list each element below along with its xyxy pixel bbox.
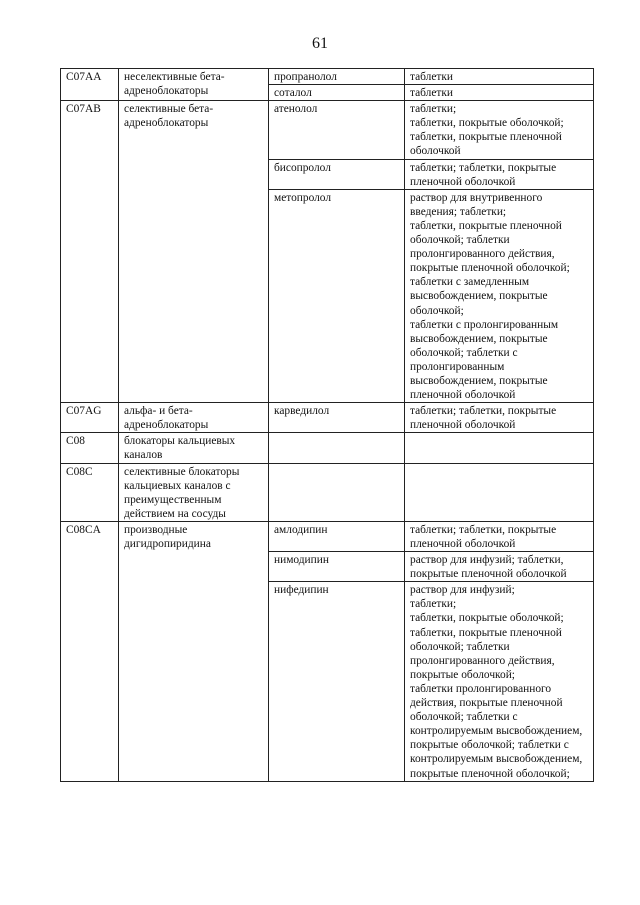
dosage-form: таблетки; — [410, 103, 457, 116]
table-row — [61, 521, 594, 551]
table-row — [61, 69, 594, 85]
dosage-forms — [405, 159, 594, 189]
drug-name — [269, 433, 405, 463]
dosage-form: раствор для инфузий; — [410, 584, 515, 597]
dosage-form: раствор для инфузий; таблетки, покрытые пленочной оболочкой — [410, 554, 567, 581]
group-name: альфа- и бета-адреноблокаторы — [119, 403, 269, 433]
dosage-form: таблетки; таблетки, покрытые пленочной оболочкой — [410, 523, 557, 550]
atc-code: C08C — [61, 463, 119, 521]
table-row — [61, 403, 594, 433]
group-name: неселективные бета-адреноблокаторы — [119, 69, 269, 101]
table-row — [61, 463, 594, 521]
dosage-form: таблетки, покрытые пленочной оболочкой — [410, 131, 562, 158]
atc-code: C08CA — [61, 521, 119, 781]
page-number: 61 — [312, 35, 328, 52]
dosage-form: таблетки; — [410, 598, 457, 611]
table-row — [61, 433, 594, 463]
dosage-form: таблетки — [410, 71, 454, 83]
dosage-form: таблетки; таблетки, покрытые пленочной оболочкой — [410, 405, 557, 432]
dosage-form: таблетки, покрытые оболочкой; — [410, 117, 564, 130]
drug-name: амлодипин — [269, 521, 405, 551]
atc-code: C08 — [61, 433, 119, 463]
dosage-form: таблетки, покрытые пленочной оболочкой; таблетки пролонгированного действия, покрытые пленочной оболочкой; таблетки с замедленным высвобождением, покрытые оболочкой; — [410, 219, 570, 317]
atc-code: C07AG — [61, 403, 119, 433]
dosage-form: таблетки с пролонгированным высвобождением, покрытые оболочкой; таблетки с пролонгированным высвобождением, покрытые пленочной оболочкой — [410, 318, 559, 402]
drug-name: пропранолол — [269, 69, 405, 85]
atc-code: C07AB — [61, 101, 119, 403]
group-name: производные дигидропиридина — [119, 521, 269, 781]
drug-name — [269, 463, 405, 521]
dosage-form: таблетки, покрытые оболочкой; — [410, 612, 564, 625]
drug-classification-table — [60, 68, 594, 782]
group-name: селективные бета-адреноблокаторы — [119, 101, 269, 403]
dosage-forms — [405, 403, 594, 433]
dosage-forms — [405, 552, 594, 582]
dosage-forms — [405, 582, 594, 781]
dosage-form: таблетки, покрытые пленочной оболочкой; таблетки пролонгированного действия, покрытые оболочкой; — [410, 626, 562, 681]
dosage-form: таблетки пролонгированного действия, покрытые пленочной оболочкой; таблетки с контролируемым высвобождением, покрытые оболочкой; таблетки с контролируемым высвобождением, покрытые пленочной оболочкой; — [410, 682, 583, 780]
dosage-form: таблетки — [410, 87, 454, 100]
group-name: блокаторы кальциевых каналов — [119, 433, 269, 463]
drug-name: бисопролол — [269, 159, 405, 189]
dosage-forms — [405, 189, 594, 402]
table-row — [61, 101, 594, 159]
drug-name: нифедипин — [269, 582, 405, 781]
dosage-form: таблетки; таблетки, покрытые пленочной оболочкой — [410, 161, 557, 188]
dosage-forms — [405, 463, 594, 521]
dosage-forms — [405, 85, 594, 101]
drug-name: карведилол — [269, 403, 405, 433]
dosage-forms — [405, 433, 594, 463]
atc-code: C07AA — [61, 69, 119, 101]
dosage-forms — [405, 101, 594, 159]
drug-name: метопролол — [269, 189, 405, 402]
dosage-forms — [405, 69, 594, 85]
dosage-forms — [405, 521, 594, 551]
group-name: селективные блокаторы кальциевых каналов с преимущественным действием на сосуды — [119, 463, 269, 521]
dosage-form: раствор для внутривенного введения; таблетки; — [410, 191, 543, 218]
drug-name: соталол — [269, 85, 405, 101]
drug-name: атенолол — [269, 101, 405, 159]
drug-name: нимодипин — [269, 552, 405, 582]
